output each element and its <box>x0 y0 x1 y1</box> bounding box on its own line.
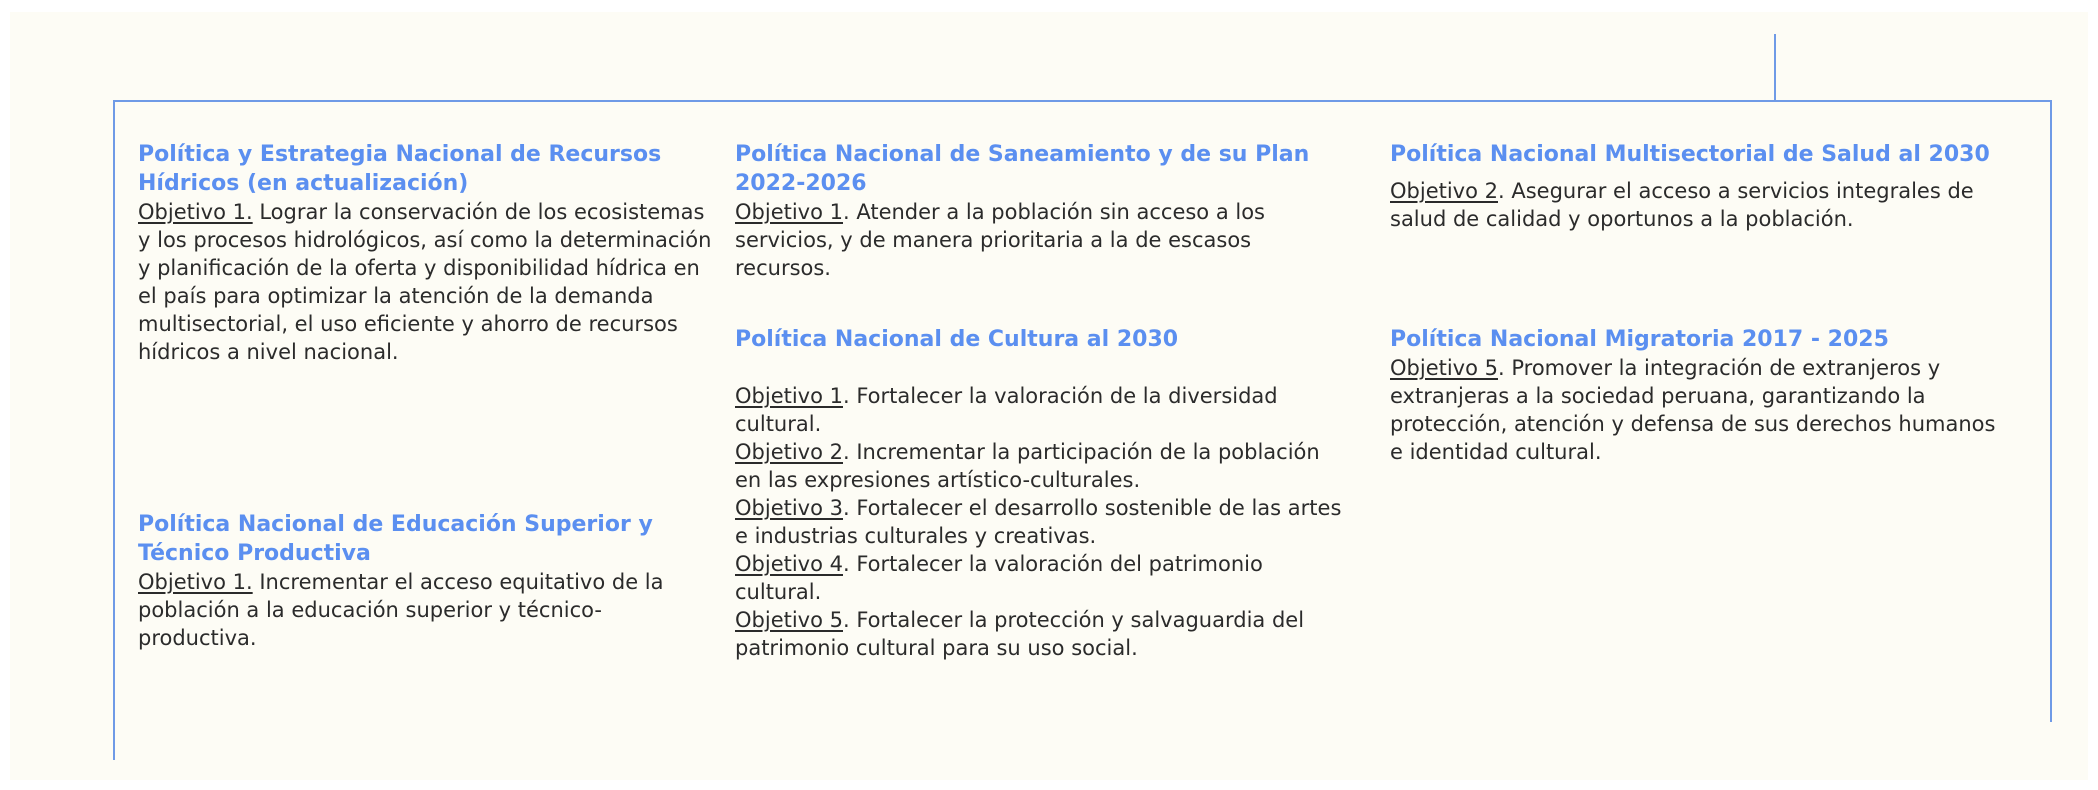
policy-objective <box>1390 177 2010 233</box>
objective-label: Objetivo 1 <box>735 200 843 224</box>
policy-title: Política y Estrategia Nacional de Recursos Hídricos (en actualización) <box>138 142 662 196</box>
policy-block <box>1390 325 2010 466</box>
policy-objective <box>735 550 1345 606</box>
policy-objective <box>735 494 1345 550</box>
policy-block <box>138 510 720 652</box>
policy-block <box>138 140 720 366</box>
objective-label: Objetivo 5 <box>735 608 843 632</box>
objective-text: Lograr la conservación de los ecosistemas y los procesos hidrológicos, así como la determinación y planificación de la oferta y disponibilidad hídrica en el país para optimizar la atención de la demanda multisectorial, el uso eficiente y ahorro de recursos hídricos a nivel nacional. <box>138 200 712 364</box>
spacer <box>1390 169 2010 177</box>
policy-title: Política Nacional de Educación Superior y Técnico Productiva <box>138 512 653 566</box>
policy-objective <box>735 198 1345 282</box>
objective-text: . Fortalecer la valoración del patrimonio cultural. <box>735 552 1263 604</box>
policy-block <box>735 140 1345 282</box>
objective-text: . Asegurar el acceso a servicios integrales de salud de calidad y oportunos a la población. <box>1390 179 1974 231</box>
policy-objective <box>138 198 720 366</box>
policy-objective <box>735 438 1345 494</box>
objective-label: Objetivo 1. <box>138 200 253 224</box>
objective-text: . Fortalecer la protección y salvaguardia del patrimonio cultural para su uso social. <box>735 608 1305 660</box>
policy-title: Política Nacional de Cultura al 2030 <box>735 327 1179 352</box>
objective-label: Objetivo 3 <box>735 496 843 520</box>
objective-label: Objetivo 1 <box>735 384 843 408</box>
spacer <box>735 354 1345 382</box>
objective-text: . Promover la integración de extranjeros y extranjeras a la sociedad peruana, garantizando la protección, atención y defensa de sus derechos humanos e identidad cultural. <box>1390 356 1996 464</box>
policy-block <box>1390 140 2010 233</box>
frame-top-border <box>113 100 2052 102</box>
policy-title: Política Nacional Multisectorial de Salud al 2030 <box>1390 142 1990 167</box>
objective-label: Objetivo 4 <box>735 552 843 576</box>
frame-connector-line <box>1774 34 1776 100</box>
objective-label: Objetivo 2 <box>735 440 843 464</box>
frame-left-border <box>113 100 115 760</box>
policy-objective <box>138 568 720 652</box>
document-page <box>10 12 2088 780</box>
objective-text: Incrementar el acceso equitativo de la población a la educación superior y técnico-productiva. <box>138 570 664 650</box>
frame-right-border <box>2050 100 2052 722</box>
objective-text: . Atender a la población sin acceso a los servicios, y de manera prioritaria a la de escasos recursos. <box>735 200 1265 280</box>
policy-objective <box>735 606 1345 662</box>
objective-label: Objetivo 5 <box>1390 356 1498 380</box>
policy-title: Política Nacional Migratoria 2017 - 2025 <box>1390 327 1889 352</box>
policy-objective <box>1390 354 2010 466</box>
objective-text: . Fortalecer la valoración de la diversidad cultural. <box>735 384 1278 436</box>
objective-text: . Incrementar la participación de la población en las expresiones artístico-culturales. <box>735 440 1320 492</box>
policy-objective <box>735 382 1345 438</box>
policy-block <box>735 325 1345 662</box>
objective-label: Objetivo 1. <box>138 570 253 594</box>
policy-title: Política Nacional de Saneamiento y de su Plan 2022-2026 <box>735 142 1310 196</box>
objective-text: . Fortalecer el desarrollo sostenible de las artes e industrias culturales y creativas. <box>735 496 1342 548</box>
objective-label: Objetivo 2 <box>1390 179 1498 203</box>
